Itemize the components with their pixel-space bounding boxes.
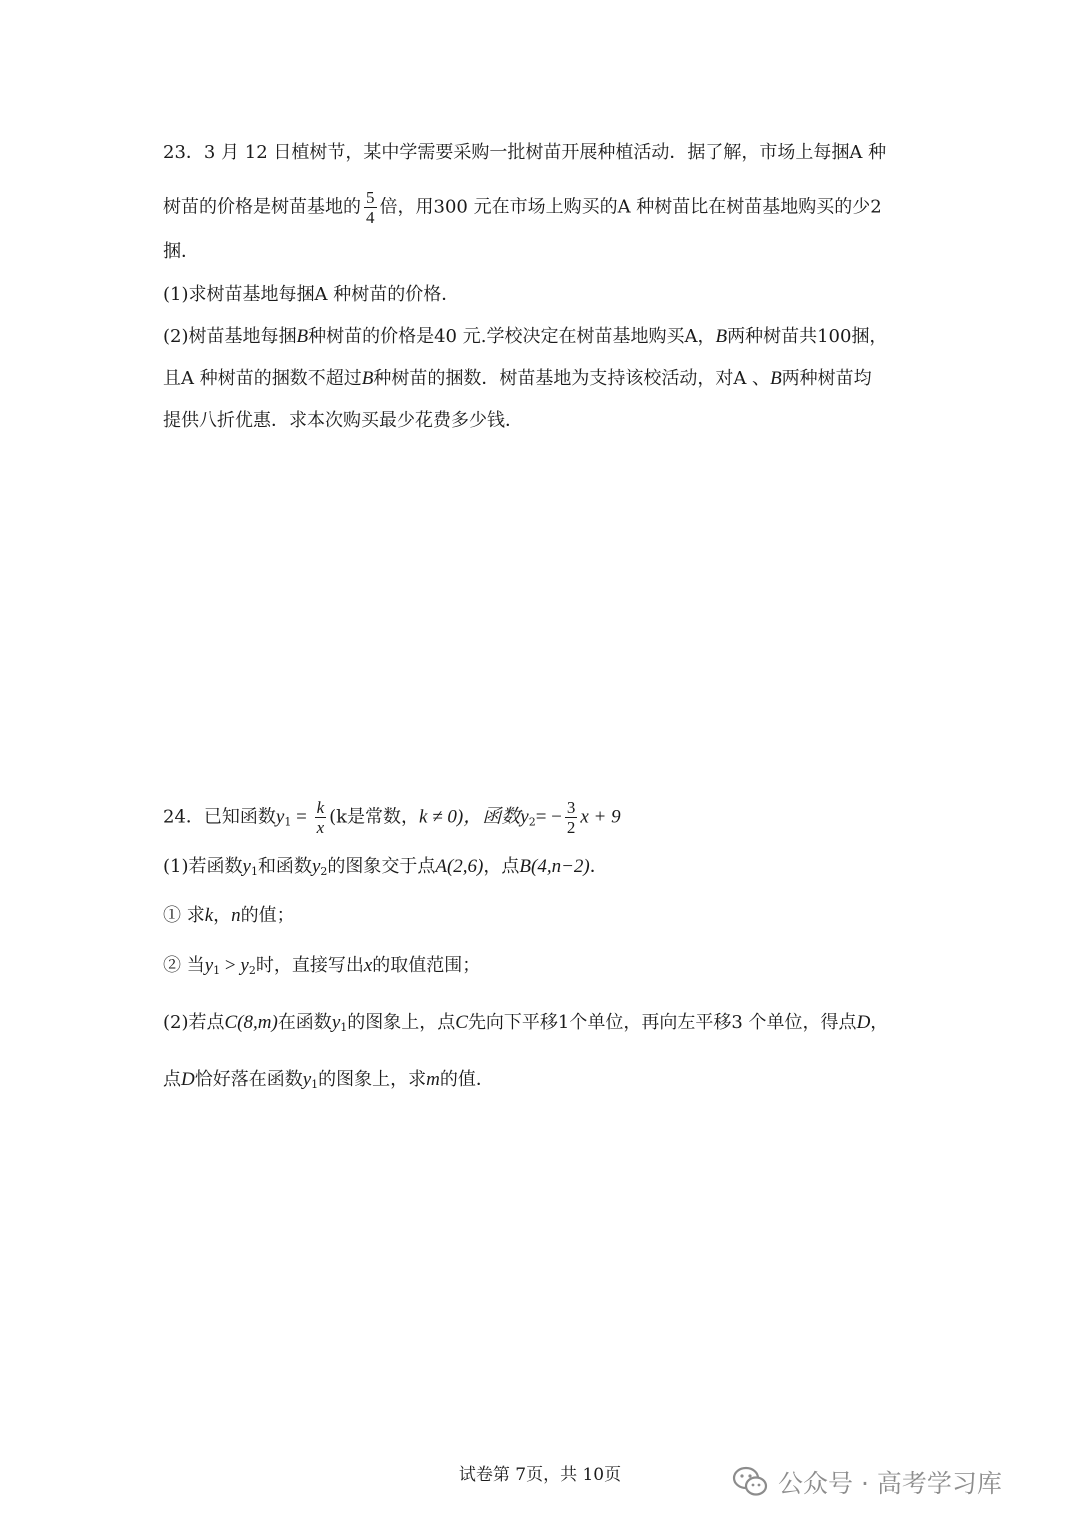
var-b: B — [296, 326, 309, 347]
var-k: k — [204, 905, 214, 926]
var-y: y — [242, 856, 251, 877]
sub-1: 1 — [250, 865, 258, 878]
q24-text: x + 9 — [580, 806, 621, 828]
minus-sign: = − — [535, 806, 562, 828]
sub-2: 2 — [320, 865, 328, 878]
q23-text: (2)树苗基地每捆 — [163, 326, 297, 347]
q24-text: ， — [870, 1012, 889, 1033]
q24-part-2-line-1 — [163, 1011, 888, 1035]
q23-line-3: 捆． — [163, 241, 199, 262]
fraction-3-2 — [565, 798, 578, 837]
q24-text: ， — [213, 905, 232, 926]
var-n: n — [231, 905, 241, 926]
q23-text: 种树苗的捆数．树苗基地为支持该校活动，对A 、 — [373, 368, 771, 389]
q24-text: (2)若点 — [163, 1012, 225, 1033]
q24-part-1 — [163, 855, 608, 879]
var-y: y — [331, 1012, 341, 1033]
var-c: C — [455, 1012, 468, 1033]
q23-text: 且A 种树苗的捆数不超过 — [163, 368, 362, 389]
frac-numerator: k — [316, 798, 325, 817]
q23-line-2 — [163, 188, 882, 227]
q24-text: 的图象上，点 — [347, 1012, 456, 1033]
var-b: B — [770, 368, 782, 389]
fraction-5-4 — [364, 188, 377, 227]
q24-sub-1 — [163, 904, 295, 928]
var-y: y — [275, 806, 285, 828]
q24-text: (k是常数， — [329, 806, 420, 828]
q24-text: k ≠ 0)，函数 — [419, 806, 521, 828]
page-footer: 试卷第 7页，共 10页 — [458, 1465, 622, 1485]
q24-text: ，点 — [483, 856, 520, 877]
frac-denominator: 2 — [566, 818, 576, 837]
fraction-k-x — [315, 798, 327, 837]
q24-text: 的值． — [439, 1069, 494, 1090]
q23-text: 种树苗的价格是40 元.学校决定在树苗基地购买A， — [308, 326, 716, 347]
var-y: y — [204, 955, 214, 976]
q24-text: ② 当 — [163, 955, 205, 976]
var-x: x — [363, 955, 373, 976]
var-d: D — [856, 1012, 871, 1033]
wechat-icon — [732, 1466, 768, 1498]
sub-2: 2 — [248, 964, 256, 977]
q24-text: 的图象上，求 — [318, 1069, 427, 1090]
q23-part-2-line-1 — [163, 325, 887, 349]
var-b: B — [715, 326, 728, 347]
q24-text: 的图象交于点 — [327, 856, 436, 877]
q23-part-2-line-3: 提供八折优惠．求本次购买最少花费多少钱． — [163, 410, 523, 431]
q23-text: 倍，用300 元在市场上购买的A 种树苗比在树苗基地购买的少2 — [379, 196, 882, 218]
q23-text: 两种树苗均 — [781, 368, 872, 389]
q24-part-2-line-2 — [163, 1068, 494, 1092]
q24-text: 先向下平移1个单位，再向左平移3 个单位，得点 — [467, 1012, 857, 1033]
watermark — [732, 1462, 1002, 1502]
var-y: y — [240, 955, 249, 976]
q23-line-1: 23．3 月 12 日植树节，某中学需要采购一批树苗开展种植活动．据了解，市场上每捆A 种 — [163, 142, 887, 163]
var-b: B — [361, 368, 374, 389]
sub-2: 2 — [528, 815, 536, 829]
watermark-text: 公众号 · 高考学习库 — [778, 1469, 1002, 1498]
var-y: y — [520, 806, 529, 828]
q24-text: 24．已知函数 — [163, 806, 276, 828]
q24-text: 的值； — [240, 905, 295, 926]
sub-1: 1 — [311, 1078, 319, 1091]
var-d: D — [181, 1069, 195, 1090]
frac-numerator: 3 — [566, 798, 576, 817]
point-c: C(8,m) — [224, 1012, 278, 1033]
q23-part-1: (1)求树苗基地每捆A 种树苗的价格． — [163, 284, 460, 305]
q24-text: 时，直接写出 — [255, 955, 364, 976]
sub-1: 1 — [213, 964, 221, 977]
q24-text: 在函数 — [277, 1012, 332, 1033]
q24-stem: 24．已知函数$y_1$ = $\frac{k}{x}$ (k是常数，k ≠ 0)，函数$y_2=$ − $\frac{3}{2}$ x + 9 — [163, 798, 621, 837]
point-b: B(4,n−2) — [519, 856, 590, 877]
frac-denominator: 4 — [366, 208, 375, 227]
q24-text: ① 求 — [163, 905, 205, 926]
q24-text: 的取值范围； — [372, 955, 481, 976]
q23-part-2-line-2 — [163, 367, 872, 391]
q24-text: 点 — [163, 1069, 181, 1090]
q23-text: 两种树苗共100捆， — [727, 326, 888, 347]
greater-than: > — [220, 955, 241, 976]
q24-sub-2 — [163, 954, 480, 978]
frac-denominator: x — [316, 818, 325, 837]
q23-text: 树苗的价格是树苗基地的 — [163, 196, 361, 218]
var-y: y — [302, 1069, 312, 1090]
q24-text: (1)若函数 — [163, 856, 243, 877]
var-y: y — [311, 856, 321, 877]
sub-1: 1 — [284, 815, 292, 829]
sub-1: 1 — [340, 1021, 348, 1034]
q24-text: 恰好落在函数 — [194, 1069, 303, 1090]
q24-text: 和函数 — [257, 856, 312, 877]
point-a: A(2,6) — [435, 856, 484, 877]
frac-numerator: 5 — [366, 188, 375, 207]
q24-text: ． — [589, 856, 608, 877]
var-m: m — [426, 1069, 440, 1090]
